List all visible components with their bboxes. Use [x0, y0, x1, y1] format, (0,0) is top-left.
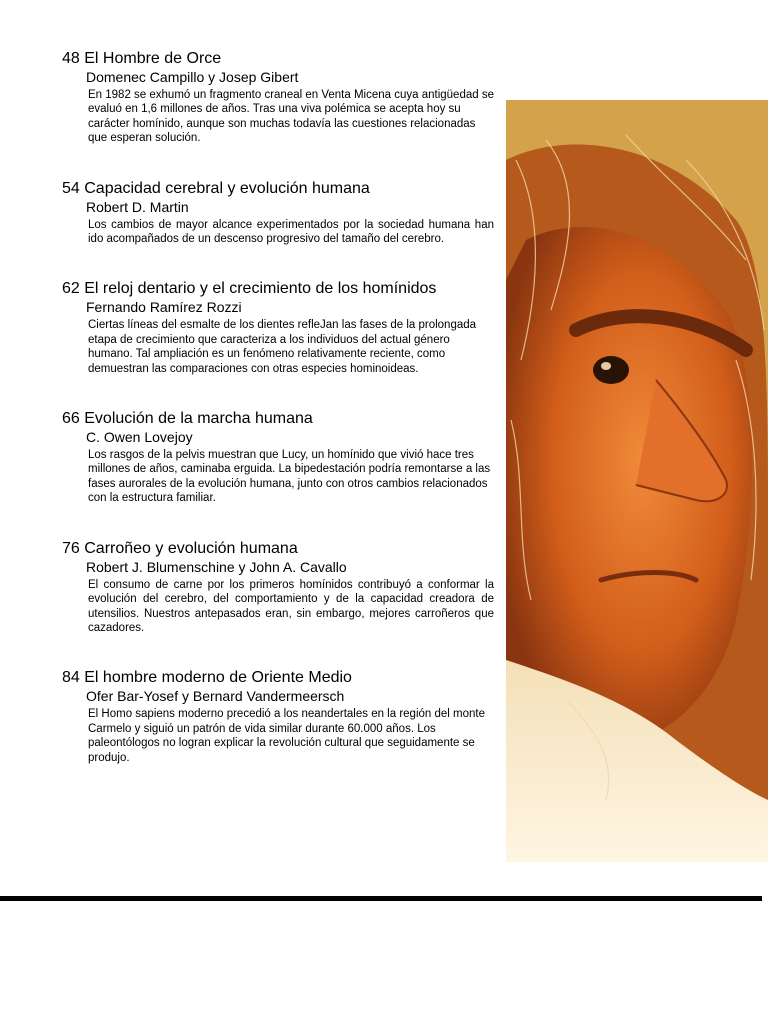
- entry-title[interactable]: [62, 667, 494, 688]
- toc-entry-54[interactable]: [62, 178, 494, 247]
- entry-title-text: El Hombre de Orce: [84, 50, 222, 67]
- entry-title-text: El hombre moderno de Oriente Medio: [84, 669, 352, 687]
- entry-summary: Los rasgos de la pelvis muestran que Lucy, un homínido que vivió hace tres millones de años, caminaba erguida. La bipedestación podría remontarse a las fases aurorales de la evolución humana, junto con otros cambios relacionados con la estructura familiar.: [88, 449, 491, 505]
- entry-title[interactable]: [62, 408, 494, 429]
- entry-title[interactable]: [62, 48, 494, 69]
- table-of-contents: [62, 48, 494, 797]
- hominid-portrait-image: [506, 100, 768, 862]
- entry-authors: Domenec Campillo y Josep Gibert: [86, 69, 299, 85]
- entry-page-number: 76: [62, 539, 80, 557]
- entry-authors: Fernando Ramírez Rozzi: [86, 299, 242, 316]
- entry-authors: Ofer Bar-Yosef y Bernard Vandermeersch: [86, 688, 345, 705]
- toc-entry-66[interactable]: [62, 408, 494, 506]
- entry-page-number: 84: [62, 669, 80, 687]
- entry-authors: Robert J. Blumenschine y John A. Cavallo: [86, 558, 347, 575]
- entry-summary: Ciertas líneas del esmalte de los dientes refleJan las fases de la prolongada etapa de crecimiento que caracteriza a los individuos del actual género humano. Tal ampliación es un fenómeno relativamente reciente, como demuestran las comparaciones con otras especies hominoideas.: [88, 319, 477, 375]
- entry-summary: El Homo sapiens moderno precedió a los neandertales en la región del monte Carmelo y siguió un patrón de vida similar durante 60.000 años. Los paleontólogos no logran explicar la revolución cultural que seguidamente se produjo.: [88, 708, 485, 764]
- toc-entry-62[interactable]: [62, 278, 494, 376]
- entry-authors: Robert D. Martin: [86, 198, 189, 215]
- entry-page-number: 48: [62, 50, 80, 67]
- horizontal-rule: [0, 896, 762, 901]
- entry-title-text: El reloj dentario y el crecimiento de los homínidos: [84, 280, 437, 298]
- toc-entry-76[interactable]: [62, 538, 494, 636]
- entry-summary: En 1982 se exhumó un fragmento craneal en Venta Micena cuya antigüedad se evaluó en 1,6 millones de años. Tras una viva polémica se acepta hoy su carácter homínido, aunque son muchas todavía las cuestiones relacionadas que esperan solución.: [88, 89, 494, 145]
- toc-entry-48[interactable]: [62, 48, 494, 146]
- entry-title[interactable]: [62, 278, 494, 299]
- entry-page-number: 66: [62, 410, 80, 428]
- entry-summary: Los cambios de mayor alcance experimentados por la sociedad humana han ido acompañados de un descenso progresivo del tamaño del cerebro.: [88, 218, 494, 246]
- entry-title[interactable]: [62, 538, 494, 559]
- hominid-face-illustration: [506, 100, 768, 862]
- entry-page-number: 54: [62, 179, 80, 197]
- entry-authors: C. Owen Lovejoy: [86, 429, 193, 446]
- entry-page-number: 62: [62, 280, 80, 298]
- entry-title-text: Evolución de la marcha humana: [84, 410, 313, 428]
- entry-title-text: Capacidad cerebral y evolución humana: [84, 179, 370, 197]
- entry-title-text: Carroñeo y evolución humana: [84, 539, 298, 557]
- entry-title[interactable]: [62, 178, 494, 199]
- entry-summary: El consumo de carne por los primeros homínidos contribuyó a conformar la evolución del cerebro, del comportamiento y de la capacidad creadora de utensilios. Nuestros antepasados eran, sin embargo, mejores carroñeros que cazadores.: [88, 578, 494, 634]
- toc-entry-84[interactable]: [62, 667, 494, 765]
